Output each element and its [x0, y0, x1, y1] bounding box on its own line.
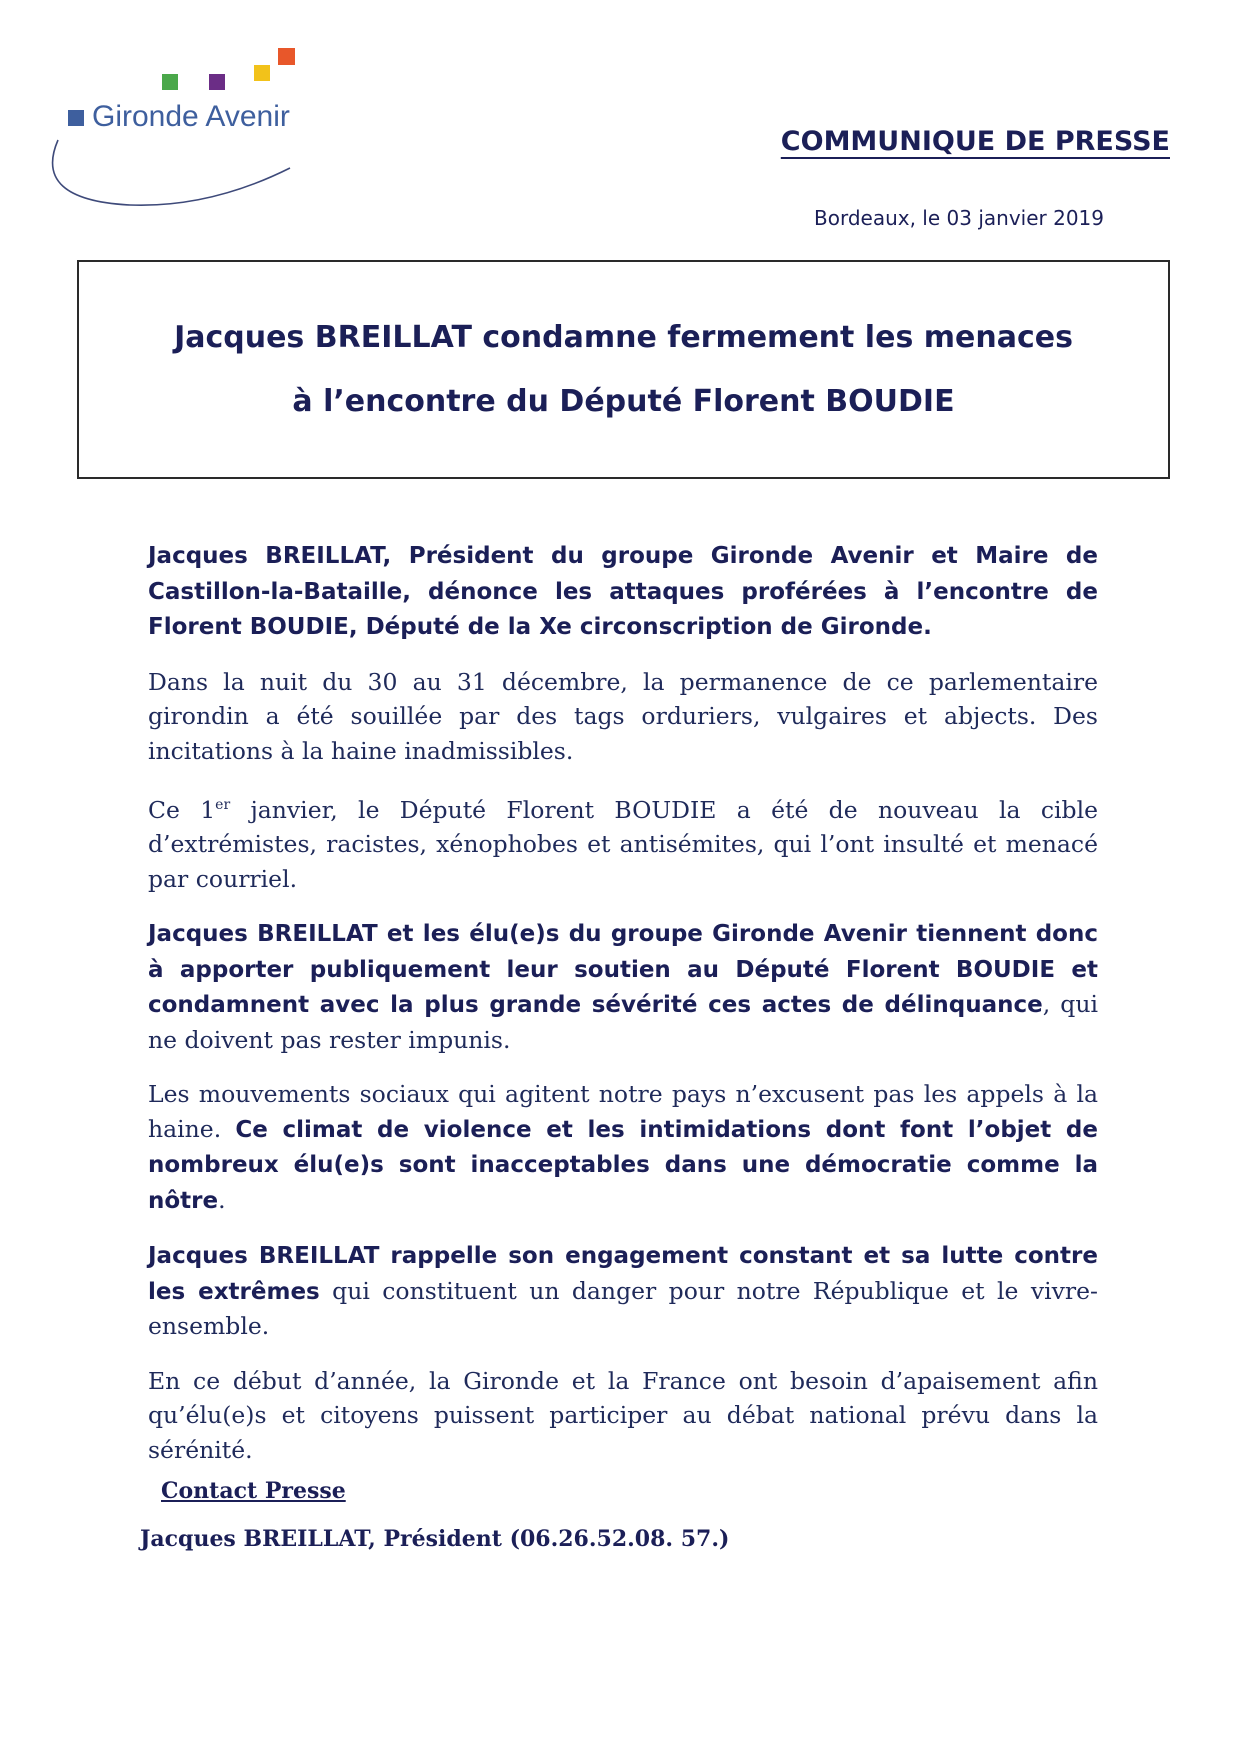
paragraph-4-bold: Jacques BREILLAT et les élu(e)s du groupe Gironde Avenir tiennent donc à apporter publiquement leur soutien au Député Florent BOUDIE et condamnent avec la plus grande sévérité ces actes de délinquance [148, 921, 1098, 1019]
superscript-er: er [215, 797, 231, 813]
logo-purple-square [209, 74, 225, 90]
paragraph-6 [148, 1238, 1098, 1344]
paragraph-5-text-a: Les mouvements sociaux qui agitent notre pays n’excusent pas les appels à la haine. [148, 1080, 1098, 1143]
gironde-avenir-logo [40, 40, 340, 220]
paragraph-6-rest: qui constituent un danger pour notre République et le vivre-ensemble. [148, 1276, 1098, 1341]
logo-blue-square [68, 110, 84, 126]
paragraph-5 [148, 1077, 1098, 1218]
paragraph-3 [148, 788, 1098, 896]
paragraph-1-text: Jacques BREILLAT, Président du groupe Gironde Avenir et Maire de Castillon-la-Bataille, dénonce les attaques proférées à l’encontre de Florent BOUDIE, Député de la Xe circonscription de Gironde. [148, 543, 1098, 640]
press-release-body [148, 538, 1098, 1487]
paragraph-3-text-b: janvier, le Député Florent BOUDIE a été de nouveau la cible d’extrémistes, racistes, xénophobes et antisémites, qui l’ont insulté et menacé par courriel. [148, 795, 1098, 893]
paragraph-5-end: . [218, 1185, 226, 1214]
paragraph-2-text: Dans la nuit du 30 au 31 décembre, la permanence de ce parlementaire girondin a été souillée par des tags orduriers, vulgaires et abjects. Des incitations à la haine inadmissibles. [148, 667, 1098, 765]
paragraph-3-text-a: Ce 1 [148, 795, 216, 824]
paragraph-7-text: En ce début d’année, la Gironde et la France ont besoin d’apaisement afin qu’élu(e)s et citoyens puissent participer au débat national prévu dans la sérénité. [148, 1366, 1098, 1464]
logo-yellow-square [254, 65, 270, 81]
paragraph-5-bold: Ce climat de violence et les intimidations dont font l’objet de nombreux élu(e)s sont inacceptables dans une démocratie comme la nôtre [148, 1116, 1099, 1214]
paragraph-4-rest: , qui ne doivent pas rester impunis. [148, 990, 1098, 1054]
paragraph-1 [148, 538, 1098, 645]
headline-line-1: Jacques BREILLAT condamne fermement les menaces [174, 319, 1073, 355]
paragraph-7 [148, 1364, 1098, 1468]
paragraph-4 [148, 916, 1098, 1057]
logo-swoosh [53, 140, 290, 205]
logo-orange-square [278, 48, 295, 65]
contact-press-label: Contact Presse [161, 1478, 346, 1504]
contact-name-line: Jacques BREILLAT, Président (06.26.52.08. 57.) [140, 1526, 730, 1552]
logo-text: Gironde Avenir [92, 100, 290, 133]
press-release-heading: COMMUNIQUE DE PRESSE [780, 126, 1170, 157]
headline-line-2: à l’encontre du Député Florent BOUDIE [292, 383, 955, 419]
paragraph-6-bold: Jacques BREILLAT rappelle son engagement constant et sa lutte contre les extrêmes [148, 1243, 1098, 1305]
paragraph-2 [148, 665, 1098, 769]
date-line: Bordeaux, le 03 janvier 2019 [814, 206, 1104, 230]
logo-green-square [162, 74, 178, 90]
headline-box [77, 260, 1170, 479]
